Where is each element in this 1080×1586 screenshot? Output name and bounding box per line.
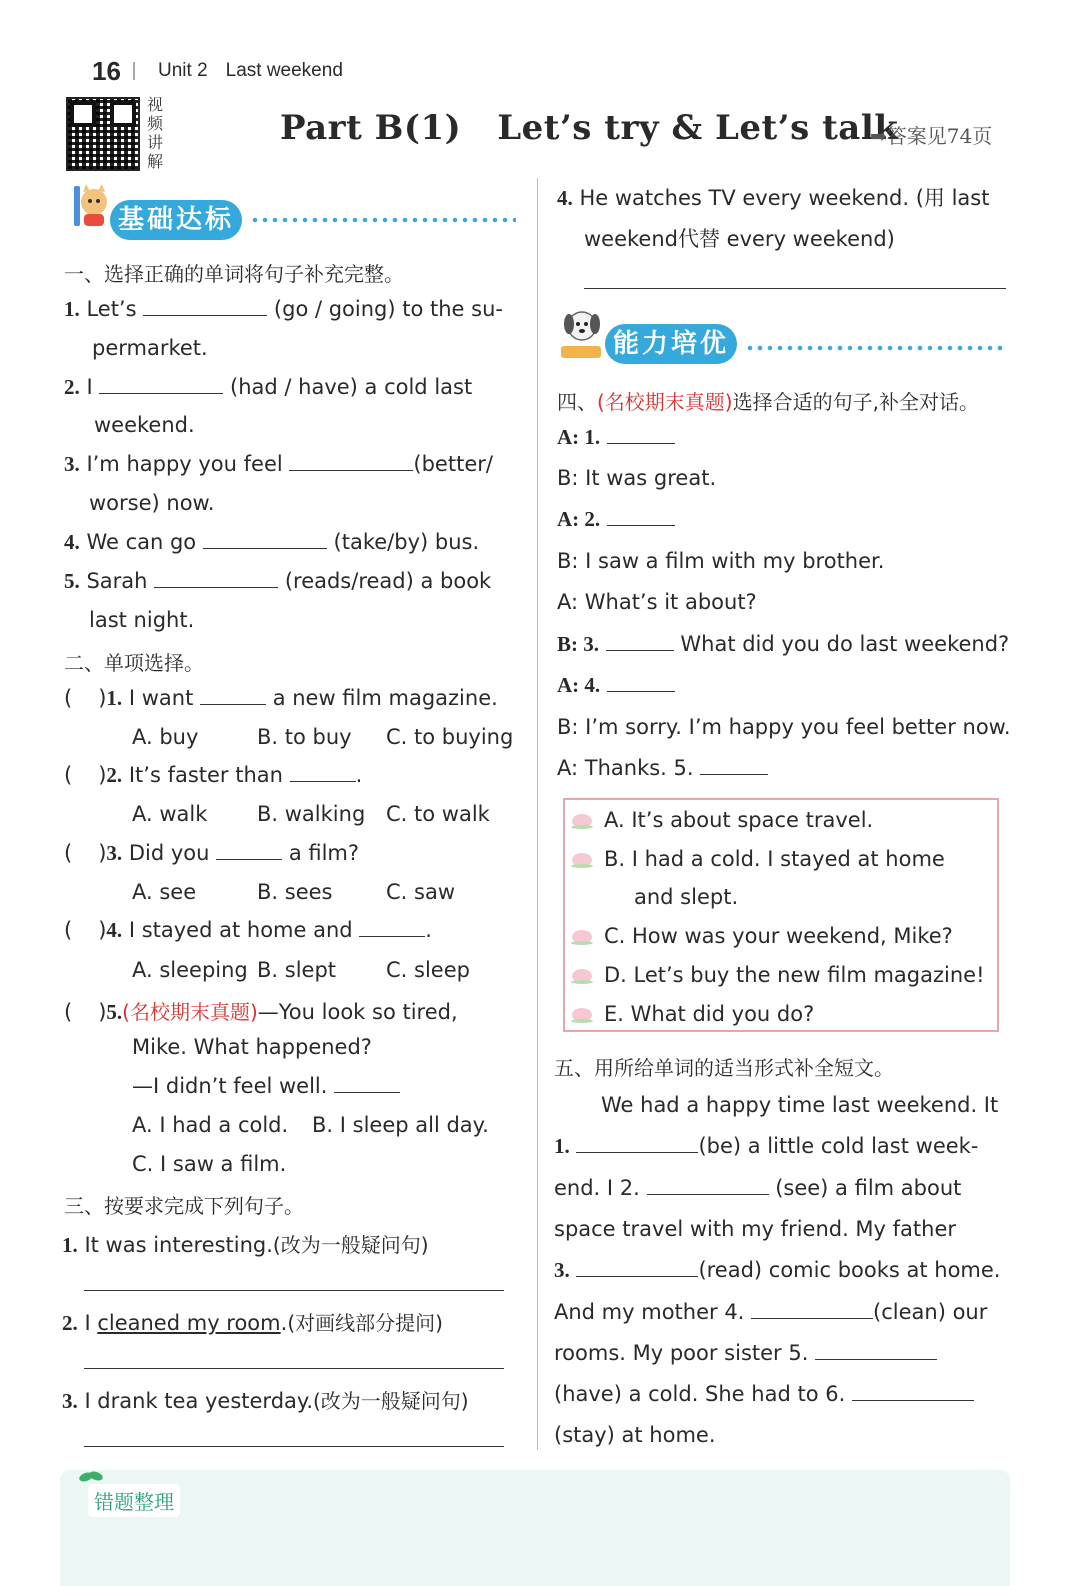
dialogue-line-1-text: A: 1. — [557, 425, 601, 449]
s2-q5-c: C. I saw a film. — [132, 1152, 287, 1176]
mistake-notes-area[interactable] — [60, 1470, 1010, 1586]
s2-q4-text: I stayed at home and — [128, 918, 353, 942]
answer-blank[interactable] — [606, 632, 674, 651]
s1-q2-text: I — [86, 375, 93, 399]
section-1-heading: 一、选择正确的单词将句子补充完整。 — [64, 262, 404, 286]
passage-line-8-text: (have) a cold. She had to 6. — [554, 1382, 846, 1406]
column-divider — [537, 178, 538, 1450]
dialogue-line-7-text: A: 4. — [557, 673, 601, 697]
blank-number: 3. — [554, 1258, 570, 1282]
s2-q3: ( )3. Did you a film? — [64, 841, 360, 865]
answer-blank[interactable] — [290, 763, 356, 782]
s2-q5-b: B. I sleep all day. — [312, 1113, 489, 1137]
passage-line-6-text: (clean) our — [873, 1300, 988, 1324]
section-4-number: 四、 — [557, 390, 597, 414]
answer-line[interactable] — [84, 1290, 504, 1291]
passage-line-4: space travel with my friend. My father — [554, 1217, 957, 1241]
s1-q5-cont: last night. — [89, 608, 195, 632]
passage-line-9: (stay) at home. — [554, 1423, 716, 1447]
dog-mascot-icon — [557, 306, 607, 362]
s1-q5: 5. Sarah (reads/read) a book — [64, 569, 492, 593]
peach-bullet-icon — [570, 966, 594, 984]
s1-q3-cont: worse) now. — [89, 491, 215, 515]
s2-q5-text: —You look so tired, — [257, 1000, 458, 1024]
s1-q5-text: Sarah — [86, 569, 148, 593]
section-5-heading: 五、用所给单词的适当形式补全短文。 — [554, 1056, 894, 1080]
option-c — [570, 924, 953, 948]
s2-q2-a: A. walk — [132, 802, 208, 826]
exam-tag: (名校期末真题) — [122, 1000, 258, 1024]
s1-q1-text: Let’s — [86, 297, 137, 321]
unit-header — [158, 60, 361, 82]
section-4-heading — [557, 386, 979, 415]
dialogue-line-5: A: What’s it about? — [557, 590, 757, 614]
answer-blank[interactable] — [852, 1382, 974, 1401]
passage-line-6 — [554, 1300, 987, 1324]
s1-q5-hint: (reads/read) a book — [284, 569, 492, 593]
s3-q4-cont: weekend代替 every weekend) — [584, 227, 895, 251]
option-c-text: C. How was your weekend, Mike? — [604, 924, 953, 948]
s2-q2-b: B. walking — [257, 802, 366, 826]
option-d — [570, 963, 984, 987]
answer-blank[interactable] — [700, 756, 768, 775]
dialogue-line-7 — [557, 673, 675, 698]
option-e-text: E. What did you do? — [604, 1002, 815, 1026]
dialogue-line-1 — [557, 425, 675, 450]
s1-q2-hint: (had / have) a cold last — [230, 375, 473, 399]
blank-number: 1. — [554, 1134, 570, 1158]
peach-bullet-icon — [570, 850, 594, 868]
s1-q1-cont: permarket. — [92, 336, 208, 360]
header-divider — [133, 62, 135, 80]
basic-section-banner: 基础达标 — [110, 200, 242, 240]
peach-bullet-icon — [570, 1005, 594, 1023]
s3-q3-requirement: (改为一般疑问句) — [313, 1389, 469, 1413]
s2-q3-text: Did you — [128, 841, 210, 865]
option-b — [570, 847, 945, 871]
s1-q2-cont: weekend. — [94, 413, 195, 437]
s1-q3-text: I’m happy you feel — [86, 452, 283, 476]
passage-line-3-text: (see) a film about — [775, 1176, 962, 1200]
s2-q1-text: I want — [128, 686, 194, 710]
peach-bullet-icon — [570, 927, 594, 945]
s2-q2-text: It’s faster than — [128, 763, 283, 787]
s3-q1-requirement: (改为一般疑问句) — [272, 1233, 429, 1257]
s1-q2: 2. I (had / have) a cold last — [64, 375, 473, 399]
s3-q1: 1. It was interesting.(改为一般疑问句) — [62, 1233, 429, 1257]
answer-blank[interactable] — [607, 673, 675, 692]
qr-code[interactable] — [66, 97, 140, 171]
answer-blank[interactable] — [607, 507, 675, 526]
dialogue-line-8: B: I’m sorry. I’m happy you feel better now. — [557, 715, 1011, 739]
s3-q1-text: It was interesting. — [84, 1233, 273, 1257]
unit-title: Last weekend — [225, 60, 343, 81]
passage-line-5-text: (read) comic books at home. — [698, 1258, 1001, 1282]
answer-reference: ➡答案见74页 — [870, 124, 993, 148]
option-a — [570, 808, 873, 832]
title-part: Part B(1) — [280, 108, 462, 148]
s2-q5-line3-text: —I didn’t feel well. — [132, 1074, 328, 1098]
s2-q5-line2: Mike. What happened? — [132, 1035, 372, 1059]
s2-q4-a: A. sleeping — [132, 958, 248, 982]
answer-blank[interactable] — [154, 569, 278, 588]
dialogue-line-3-text: A: 2. — [557, 507, 601, 531]
s3-q4-text: He watches TV every weekend. (用 last — [579, 186, 990, 210]
passage-line-7-text: rooms. My poor sister 5. — [554, 1341, 809, 1365]
answer-blank[interactable] — [576, 1134, 698, 1153]
s1-q4-text: We can go — [86, 530, 197, 554]
option-b-text: B. I had a cold. I stayed at home — [604, 847, 945, 871]
dialogue-line-3 — [557, 507, 675, 532]
banner-dots — [250, 217, 516, 223]
s2-q1: ( )1. I want a new film magazine. — [64, 686, 498, 710]
dialogue-line-2: B: It was great. — [557, 466, 717, 490]
s2-q2-c: C. to walk — [386, 802, 490, 826]
leaf-icon — [78, 1470, 104, 1484]
s3-q3-text: I drank tea yesterday. — [84, 1389, 313, 1413]
s2-q4: ( )4. I stayed at home and . — [64, 918, 432, 942]
passage-line-3-label: end. I 2. — [554, 1176, 640, 1200]
option-d-text: D. Let’s buy the new film magazine! — [604, 963, 985, 987]
s1-q4: 4. We can go (take/by) bus. — [64, 530, 480, 554]
section-4-instruction: 选择合适的句子,补全对话。 — [732, 390, 979, 414]
passage-line-2 — [554, 1134, 978, 1159]
s1-q1-hint: (go / going) to the su- — [273, 297, 503, 321]
option-e — [570, 1002, 814, 1026]
answer-blank[interactable] — [216, 841, 282, 860]
answer-blank[interactable] — [647, 1176, 769, 1195]
dialogue-line-9 — [557, 756, 768, 780]
dialogue-line-9-text: A: Thanks. 5. — [557, 756, 694, 780]
answer-blank[interactable] — [359, 918, 425, 937]
answer-blank[interactable] — [576, 1258, 698, 1277]
cat-mascot-icon — [70, 182, 110, 228]
underlined-phrase: cleaned my room — [97, 1311, 281, 1335]
option-a-text: A. It’s about space travel. — [604, 808, 874, 832]
passage-line-3 — [554, 1176, 961, 1200]
s2-q3-c: C. saw — [386, 880, 455, 904]
s2-q5-a: A. I had a cold. — [132, 1113, 289, 1137]
options-box — [563, 798, 999, 1032]
passage-line-2-text: (be) a little cold last week- — [698, 1134, 979, 1158]
s2-q3-b: B. sees — [257, 880, 333, 904]
answer-blank[interactable] — [815, 1341, 937, 1360]
s2-q1-c: C. to buying — [386, 725, 514, 749]
answer-blank[interactable] — [200, 686, 266, 705]
passage-line-6-label: And my mother 4. — [554, 1300, 745, 1324]
s2-q3-text-post: a film? — [288, 841, 360, 865]
s2-q4-b: B. slept — [257, 958, 337, 982]
answer-line[interactable] — [84, 1368, 504, 1369]
passage-line-7 — [554, 1341, 937, 1365]
s2-q2-text-post: . — [355, 763, 363, 787]
section-2-heading: 二、单项选择。 — [64, 651, 204, 675]
s2-q5: ( )5.(名校期末真题)—You look so tired, — [64, 1000, 458, 1024]
mistake-notes-label: 错题整理 — [88, 1484, 180, 1517]
dialogue-line-4: B: I saw a film with my brother. — [557, 549, 885, 573]
s3-q4: 4. He watches TV every weekend. (用 last — [557, 186, 990, 210]
s1-q3: 3. I’m happy you feel (better/ — [64, 452, 493, 476]
s1-q3-hint: (better/ — [413, 452, 493, 476]
s3-q2-period: . — [280, 1311, 288, 1335]
answer-blank[interactable] — [143, 297, 267, 316]
s2-q1-text-post: a new film magazine. — [272, 686, 498, 710]
exam-tag: (名校期末真题) — [597, 390, 733, 414]
advanced-section-banner: 能力培优 — [605, 324, 737, 364]
answer-line[interactable] — [84, 1446, 504, 1447]
answer-blank[interactable] — [203, 530, 327, 549]
answer-blank[interactable] — [751, 1300, 873, 1319]
qr-video-label: 视频讲解 — [147, 95, 164, 171]
answer-line[interactable] — [584, 288, 1006, 289]
s2-q1-b: B. to buy — [257, 725, 352, 749]
s3-q3: 3. I drank tea yesterday.(改为一般疑问句) — [62, 1389, 469, 1413]
s3-q2-requirement: (对画线部分提问) — [287, 1311, 443, 1335]
answer-blank[interactable] — [607, 425, 675, 444]
banner-dots — [745, 345, 1007, 351]
dialogue-line-6-text: What did you do last weekend? — [680, 632, 1010, 656]
s1-q1: 1. Let’s (go / going) to the su- — [64, 297, 503, 321]
s2-q1-a: A. buy — [132, 725, 199, 749]
s1-q4-hint: (take/by) bus. — [333, 530, 480, 554]
unit-label: Unit 2 — [158, 60, 208, 81]
passage-line-8 — [554, 1382, 974, 1406]
s2-q2: ( )2. It’s faster than . — [64, 763, 363, 787]
title-name: Let’s try & Let’s talk — [497, 108, 899, 148]
s3-q2-text: I — [84, 1311, 91, 1335]
passage-line-5 — [554, 1258, 1001, 1283]
s3-q2: 2. I cleaned my room.(对画线部分提问) — [62, 1311, 443, 1335]
page-number: 16 — [92, 56, 121, 86]
answer-blank[interactable] — [334, 1074, 400, 1093]
passage-line-1: We had a happy time last weekend. It — [601, 1093, 999, 1117]
s2-q5-line3 — [132, 1074, 400, 1098]
peach-bullet-icon — [570, 811, 594, 829]
section-3-heading: 三、按要求完成下列句子。 — [64, 1194, 304, 1218]
answer-blank[interactable] — [289, 452, 413, 471]
s2-q3-a: A. see — [132, 880, 197, 904]
s2-q4-text-post: . — [425, 918, 432, 942]
dialogue-line-6-label: B: 3. — [557, 632, 599, 656]
page-title — [280, 108, 898, 148]
s2-q4-c: C. sleep — [386, 958, 470, 982]
answer-blank[interactable] — [99, 375, 223, 394]
option-b-cont: and slept. — [634, 885, 739, 909]
dialogue-line-6 — [557, 632, 1009, 657]
